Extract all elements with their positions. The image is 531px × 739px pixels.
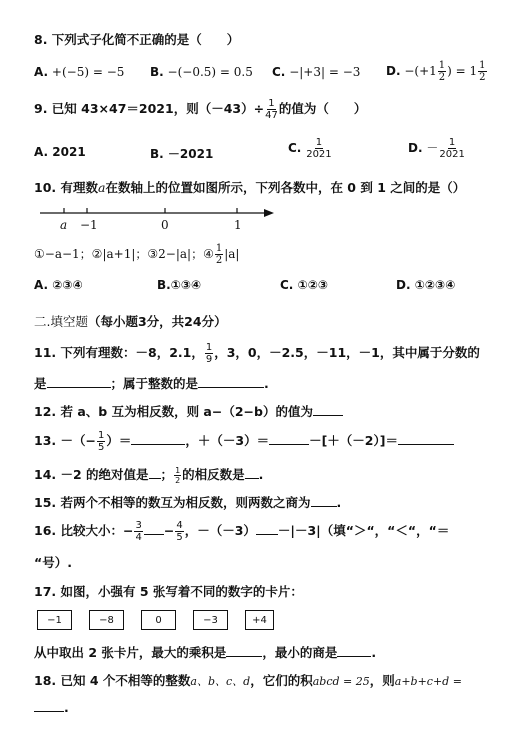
q16-line2: “号）. — [34, 555, 72, 570]
answer-blank — [47, 387, 111, 388]
q12: 12. 若 a、b 互为相反数，则 a−（2−b）的值为 — [34, 402, 343, 420]
q10-option-a: A. ②③④ — [34, 278, 83, 292]
q10-option-c: C. ①②③ — [280, 278, 329, 292]
q9-stem: 9. 已知 43×47＝2021，则（－43）÷ $\frac{1}{47}$ 的值为（ ） — [34, 98, 367, 121]
card-minus8: −8 — [89, 610, 124, 630]
answer-blank — [398, 444, 454, 445]
answer-blank — [144, 534, 164, 535]
answer-blank — [198, 387, 264, 388]
q8-option-b: B. −(−0.5) = 0.5 — [150, 65, 253, 79]
q8-option-a: A. +(−5) = −5 — [34, 65, 125, 79]
answer-blank — [226, 656, 262, 657]
q10-option-b: B.①③④ — [157, 278, 202, 292]
q8-option-c: C. −|+3| = −3 — [272, 65, 361, 79]
q9-option-a: A. 2021 — [34, 145, 86, 159]
q8-option-d: D. −(+1 $\frac{1}{2}$ ) = 1 $\frac{1}{2}$ — [386, 60, 486, 83]
answer-blank — [313, 415, 343, 416]
answer-blank — [256, 534, 278, 535]
q13: 13. －（− $\frac{1}{5}$ ）＝ ，＋（－3）＝ －[＋（－2）]＝ — [34, 430, 454, 453]
q18-line2: . — [34, 700, 69, 715]
axis-label-minus1: −1 — [80, 218, 98, 232]
fraction: $\frac{1}{2}$ — [479, 60, 486, 83]
q18: 18. 已知 4 个不相等的整数a、b、c、d，它们的积abcd = 25，则a+b+c+d = — [34, 673, 462, 688]
answer-blank — [269, 444, 309, 445]
q14: 14. －2 的绝对值是 ； $\frac{1}{2}$ 的相反数是 . — [34, 466, 264, 485]
answer-blank — [149, 478, 161, 479]
answer-blank — [245, 478, 259, 479]
q9-option-c: C. $\frac{1}{2021}$ — [288, 137, 332, 160]
answer-blank — [131, 444, 185, 445]
q10-stem: 10. 有理数a在数轴上的位置如图所示，下列各数中，在 0 到 1 之间的是（） — [34, 180, 466, 195]
card-minus3: −3 — [193, 610, 228, 630]
axis-label-zero: 0 — [161, 218, 169, 232]
section-2-heading: 二.填空题（每小题3分，共24分） — [34, 314, 227, 329]
answer-blank — [34, 711, 64, 712]
q16-line1: 16. 比较大小：− $\frac{3}{4}$ − $\frac{4}{5}$ ，－（－3） －|－3|（填“＞“，“＜“，“＝ — [34, 520, 450, 543]
q10-option-d: D. ①②③④ — [396, 278, 456, 292]
axis-label-a: a — [60, 218, 68, 232]
q8-stem: 8. 下列式子化简不正确的是（ ） — [34, 32, 240, 47]
q9-option-b: B. －2021 — [150, 147, 214, 161]
answer-blank — [311, 506, 337, 507]
q11-line2: 是 ；属于整数的是 . — [34, 376, 269, 391]
fraction: $\frac{1}{2}$ — [438, 60, 446, 83]
card-plus4: +4 — [245, 610, 274, 630]
q17-line2: 从中取出 2 张卡片，最大的乘积是 ，最小的商是 . — [34, 645, 377, 660]
q17: 17. 如图，小强有 5 张写着不同的数字的卡片： — [34, 584, 303, 599]
card-minus1: −1 — [37, 610, 72, 630]
answer-blank — [337, 656, 371, 657]
number-line — [34, 203, 284, 235]
q10-items: ①−a−1；②|a+1|；③2−|a|；④ $\frac{1}{2}$ |a| — [34, 243, 240, 266]
axis-label-one: 1 — [234, 218, 242, 232]
q11-line1: 11. 下列有理数：－8，2.1， $\frac{1}{9}$ ，3，0，－2.5，－11，－1，其中属于分数的 — [34, 342, 480, 365]
q15: 15. 若两个不相等的数互为相反数，则两数之商为 . — [34, 495, 342, 510]
card-zero: 0 — [141, 610, 176, 630]
q9-option-d: D. － $\frac{1}{2021}$ — [408, 137, 465, 160]
